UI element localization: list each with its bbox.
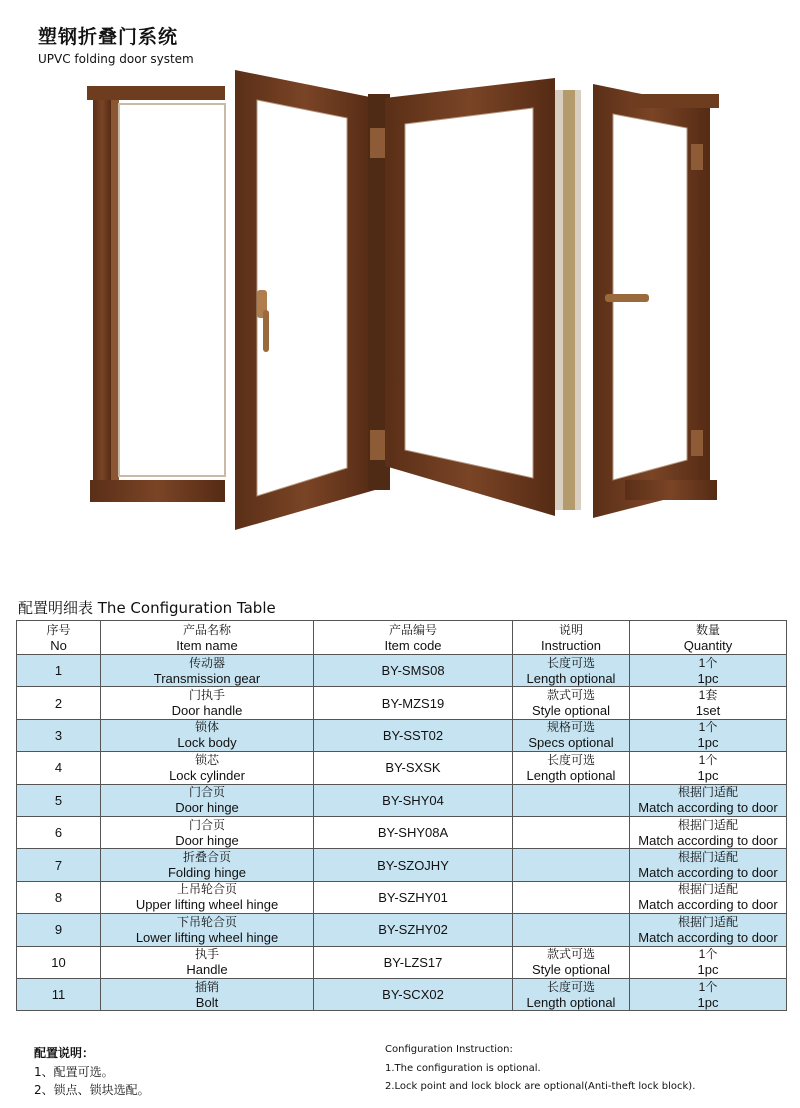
table-row: 1 传动器 Transmission gear BY-SMS08 长度可选 Length optional 1个 1pc [17, 655, 787, 687]
page-title: 塑钢折叠门系统 [38, 26, 179, 48]
left-open-sash [235, 70, 375, 530]
table-row: 8 上吊轮合页 Upper lifting wheel hinge BY-SZHY01 根据门适配 Match according to door [17, 881, 787, 913]
notes-cn-title: 配置说明： [34, 1046, 95, 1060]
header-no: 序号 No [17, 621, 101, 655]
header-instruction: 说明 Instruction [513, 621, 630, 655]
table-row: 5 门合页 Door hinge BY-SHY04 根据门适配 Match according to door [17, 784, 787, 816]
table-row: 6 门合页 Door hinge BY-SHY08A 根据门适配 Match according to door [17, 816, 787, 848]
table-row: 7 折叠合页 Folding hinge BY-SZOJHY 根据门适配 Match according to door [17, 849, 787, 881]
table-row: 3 锁体 Lock body BY-SST02 规格可选 Specs optional 1个 1pc [17, 719, 787, 751]
table-header-row [17, 621, 787, 655]
notes-en-item: 1.The configuration is optional. [385, 1063, 541, 1074]
middle-folding-panel [385, 78, 555, 516]
right-open-sash [593, 84, 719, 518]
notes-en-item: 2.Lock point and lock block are optional(Anti-theft lock block). [385, 1081, 696, 1092]
table-row: 9 下吊轮合页 Lower lifting wheel hinge BY-SZHY02 根据门适配 Match according to door [17, 914, 787, 946]
table-title: 配置明细表 The Configuration Table [18, 599, 276, 617]
table-row: 2 门执手 Door handle BY-MZS19 款式可选 Style optional 1套 1set [17, 687, 787, 719]
table-row: 10 执手 Handle BY-LZS17 款式可选 Style optional 1个 1pc [17, 946, 787, 978]
page-subtitle: UPVC folding door system [38, 52, 194, 66]
header-item-code: 产品编号 Item code [314, 621, 513, 655]
notes-en-title: Configuration Instruction: [385, 1044, 513, 1055]
notes-cn-item: 2、锁点、锁块选配。 [34, 1083, 150, 1097]
left-fixed-panel [87, 86, 225, 502]
header-item-name: 产品名称 Item name [101, 621, 314, 655]
configuration-table [16, 620, 787, 1011]
notes-cn-item: 1、配置可选。 [34, 1065, 114, 1079]
table-row: 4 锁芯 Lock cylinder BY-SXSK 长度可选 Length optional 1个 1pc [17, 752, 787, 784]
header-quantity: 数量 Quantity [630, 621, 787, 655]
folding-door-image [85, 68, 725, 538]
table-row: 11 插销 Bolt BY-SCX02 长度可选 Length optional 1个 1pc [17, 978, 787, 1010]
